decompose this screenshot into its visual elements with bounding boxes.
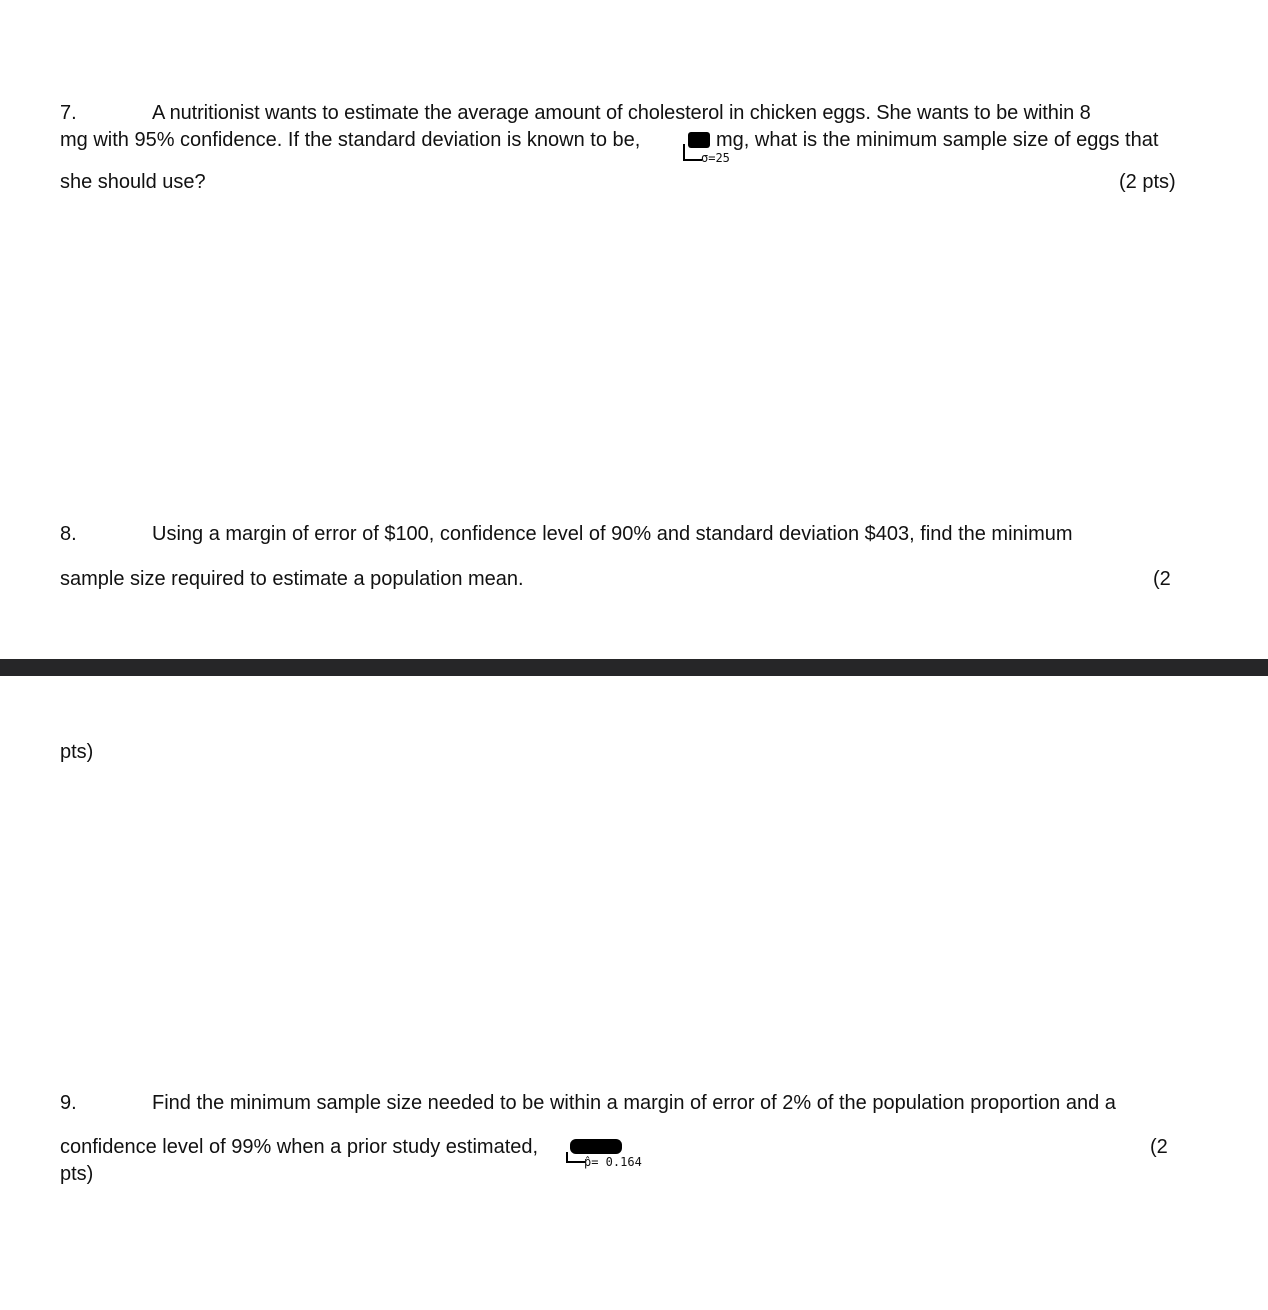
q9-handwritten-p-hat: p̂= 0.164 (584, 1155, 642, 1169)
q7-line2-start: mg with 95% confidence. If the standard deviation is known to be, (60, 129, 641, 151)
q7-points: (2 pts) (1119, 171, 1176, 193)
q7-line1: A nutritionist wants to estimate the average amount of cholesterol in chicken eggs. She wants to be within 8 (152, 102, 1091, 124)
page-break-divider (0, 659, 1268, 676)
q9-points-part2: pts) (60, 1163, 94, 1185)
q8-number: 8. (60, 523, 77, 545)
q8-line2: sample size required to estimate a population mean. (60, 568, 524, 590)
q7-line2-end: mg, what is the minimum sample size of eggs that (716, 129, 1159, 151)
q9-line1: Find the minimum sample size needed to be within a margin of error of 2% of the population proportion and a (152, 1092, 1116, 1114)
q7-number: 7. (60, 102, 77, 124)
q8-line1: Using a margin of error of $100, confidence level of 90% and standard deviation $403, find the minimum (152, 523, 1073, 545)
q9-points-part1: (2 (1150, 1136, 1168, 1158)
q8-points-part1: (2 (1153, 568, 1171, 590)
q8-points-part2: pts) (60, 741, 94, 763)
q7-line3: she should use? (60, 171, 206, 193)
q9-line2: confidence level of 99% when a prior study estimated, (60, 1136, 539, 1158)
q7-handwritten-sigma: σ=25 (701, 151, 730, 165)
q9-number: 9. (60, 1092, 77, 1114)
